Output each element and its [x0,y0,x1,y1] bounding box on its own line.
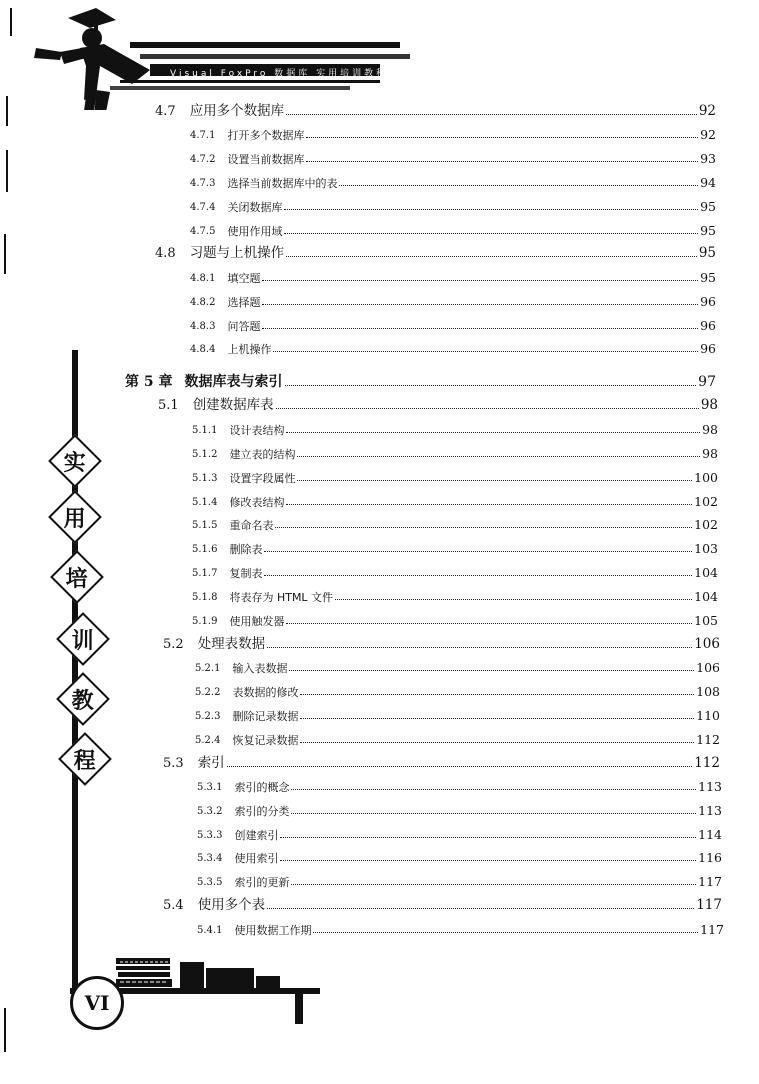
toc-number: 5.1 [158,398,179,413]
toc-number: 4.7.5 [190,226,216,237]
toc-leader-dots [300,741,694,743]
margin-mark [4,234,6,274]
margin-mark [4,1008,6,1052]
side-title-char [58,732,112,786]
toc-title: 删除表 [229,543,263,556]
toc-page-number: 97 [698,374,716,390]
toc-title: 修改表结构 [229,496,285,509]
toc-leader-dots [262,327,698,329]
toc-number: 5.2.4 [195,735,221,746]
margin-mark [6,150,8,192]
toc-title: 数据库表与索引 [184,374,283,390]
toc-subsection-entry [192,447,718,460]
toc-leader-dots [284,208,698,210]
toc-title: 索引的更新 [234,876,290,889]
toc-leader-dots [286,113,697,115]
side-title-char [48,434,102,488]
toc-page-number: 92 [698,102,716,119]
margin-mark [6,96,8,126]
toc-page-number: 102 [694,516,718,532]
toc-number: 5.1.5 [192,520,218,531]
page-number-badge [70,976,124,1030]
side-title-char-text: 教 [71,688,95,714]
toc-number: 5.4 [163,898,184,913]
toc-subsection-entry [197,875,722,888]
toc-page-number: 102 [694,493,718,509]
toc-number: 5.2.1 [195,663,221,674]
toc-title: 恢复记录数据 [232,734,299,747]
toc-number: 4.7.3 [190,178,216,189]
toc-number: 5.2.2 [195,687,221,698]
side-title-char-text: 实 [63,450,87,476]
toc-number: 5.3.5 [197,877,223,888]
toc-leader-dots [280,836,696,838]
toc-leader-dots [267,646,692,648]
toc-page-number: 98 [702,421,718,437]
toc-title: 应用多个数据库 [189,102,285,119]
toc-number: 4.7.1 [190,130,216,141]
toc-leader-dots [300,717,694,719]
toc-page-number: 92 [700,126,716,142]
toc-number: 5.2 [163,637,184,652]
toc-subsection-entry [195,709,720,722]
toc-page-number: 100 [694,469,718,485]
toc-number: 5.3.4 [197,853,223,864]
toc-subsection-entry [192,495,718,508]
toc-leader-dots [264,550,692,552]
toc-section-entry [163,755,720,770]
toc-subsection-entry [197,851,722,864]
side-title-char [50,550,104,604]
toc-subsection-entry [197,780,722,793]
toc-title: 使用数据工作期 [234,924,312,937]
toc-subsection-entry [190,200,716,213]
toc-page-number: 103 [694,540,718,556]
margin-mark [10,8,12,36]
graduate-figure-icon [34,8,150,110]
header-banner-text: Visual FoxPro 数据库 实用培训教程 [170,69,389,79]
toc-page-number: 110 [696,707,720,723]
side-title-char-text: 用 [63,506,87,532]
toc-subsection-entry [197,828,722,841]
toc-number: 5.3.1 [197,782,223,793]
toc-number: 4.8 [155,246,176,261]
toc-subsection-entry [192,518,718,531]
toc-subsection-entry [192,590,718,603]
toc-subsection-entry [190,128,716,141]
toc-page-number: 94 [700,174,716,190]
toc-number: 5.1.6 [192,544,218,555]
toc-title: 索引的分类 [234,805,290,818]
toc-title: 使用作用域 [227,225,283,238]
toc-title: 关闭数据库 [227,201,283,214]
toc-page-number: 98 [700,396,718,413]
toc-number: 5.2.3 [195,711,221,722]
toc-page-number: 104 [694,564,718,580]
toc-number: 4.7.2 [190,154,216,165]
toc-chapter-entry [125,373,716,389]
toc-number: 4.7 [155,104,176,119]
side-title-char-text: 程 [73,748,97,774]
toc-number: 5.1.4 [192,497,218,508]
toc-title: 创建数据库表 [192,396,274,413]
toc-subsection-entry [190,271,716,284]
toc-page-number: 106 [696,659,720,675]
toc-subsection-entry [197,804,722,817]
toc-leader-dots [285,384,697,386]
toc-section-entry [158,397,718,412]
toc-title: 问答题 [227,320,261,333]
toc-number: 5.1.7 [192,568,218,579]
toc-leader-dots [262,303,698,305]
toc-page-number: 112 [694,754,720,771]
side-title-char [56,672,110,726]
toc-title: 将表存为 HTML 文件 [229,591,334,604]
toc-title: 使用索引 [234,852,279,865]
toc-subsection-entry [195,733,720,746]
side-title-char-text: 培 [65,566,89,592]
toc-leader-dots [262,279,698,281]
toc-page-number: 113 [698,802,722,818]
toc-page-number: 104 [694,588,718,604]
toc-subsection-entry [190,176,716,189]
toc-subsection-entry [190,224,716,237]
toc-page-number: 117 [698,873,722,889]
toc-page-number: 95 [698,244,716,261]
toc-title: 创建索引 [234,829,279,842]
toc-leader-dots [291,788,696,790]
toc-number: 5.3.2 [197,806,223,817]
toc-subsection-entry [190,342,716,355]
toc-number: 4.8.2 [190,297,216,308]
toc-title: 习题与上机操作 [189,244,285,261]
toc-title: 设置当前数据库 [227,153,305,166]
toc-leader-dots [335,598,692,600]
toc-page-number: 116 [698,849,722,865]
toc-section-entry [163,636,720,651]
toc-number: 5.1.1 [192,425,218,436]
toc-number: 4.8.3 [190,321,216,332]
toc-page-number: 98 [702,445,718,461]
toc-subsection-entry [190,295,716,308]
toc-title: 上机操作 [227,343,272,356]
toc-leader-dots [280,859,696,861]
toc-subsection-entry [192,471,718,484]
toc-title: 打开多个数据库 [227,129,305,142]
toc-number: 5.4.1 [197,925,223,936]
toc-leader-dots [339,184,698,186]
toc-leader-dots [276,407,699,409]
toc-page-number: 95 [700,269,716,285]
toc-title: 填空题 [227,272,261,285]
header-illustration [0,0,759,110]
toc-number: 4.7.4 [190,202,216,213]
toc-subsection-entry [195,685,720,698]
toc-number: 第 5 章 [125,374,173,390]
toc-subsection-entry [190,152,716,165]
toc-leader-dots [297,479,692,481]
toc-number: 4.8.4 [190,344,216,355]
toc-subsection-entry [192,423,718,436]
toc-title: 使用多个表 [197,896,266,913]
toc-leader-dots [313,931,698,933]
toc-number: 5.3 [163,756,184,771]
toc-leader-dots [284,232,698,234]
toc-leader-dots [291,812,696,814]
toc-title: 删除记录数据 [232,710,299,723]
page-number: VI [84,991,110,1015]
toc-page-number: 117 [696,896,722,913]
toc-subsection-entry [197,923,724,936]
toc-leader-dots [286,431,700,433]
toc-subsection-entry [195,661,720,674]
toc-title: 处理表数据 [197,635,266,652]
toc-leader-dots [286,622,692,624]
toc-page-number: 112 [696,731,720,747]
toc-leader-dots [291,883,696,885]
toc-number: 5.3.3 [197,830,223,841]
toc-page-number: 113 [698,778,722,794]
toc-number: 4.8.1 [190,273,216,284]
toc-page-number: 95 [700,198,716,214]
toc-leader-dots [264,574,692,576]
toc-title: 使用触发器 [229,615,285,628]
toc-leader-dots [227,765,693,767]
toc-section-entry [163,897,722,912]
toc-page-number: 117 [700,921,724,937]
toc-leader-dots [286,503,692,505]
toc-page-number: 105 [694,612,718,628]
toc-leader-dots [306,136,698,138]
toc-section-entry [155,245,716,260]
toc-page-number: 96 [700,317,716,333]
toc-number: 5.1.8 [192,592,218,603]
toc-title: 索引 [197,754,225,771]
toc-title: 设置字段属性 [229,472,296,485]
toc-page-number: 114 [698,826,722,842]
toc-title: 索引的概念 [234,781,290,794]
toc-title: 选择题 [227,296,261,309]
toc-leader-dots [267,907,694,909]
toc-leader-dots [286,255,697,257]
toc-number: 5.1.3 [192,473,218,484]
toc-page-number: 95 [700,222,716,238]
toc-page-number: 108 [696,683,720,699]
side-title-char-text: 训 [71,628,95,654]
side-title-char [48,490,102,544]
toc-subsection-entry [192,614,718,627]
side-title-char [56,612,110,666]
toc-leader-dots [300,693,694,695]
toc-subsection-entry [190,319,716,332]
toc-subsection-entry [192,566,718,579]
toc-leader-dots [289,669,694,671]
toc-leader-dots [297,455,700,457]
toc-number: 5.1.9 [192,616,218,627]
toc-page-number: 106 [694,635,720,652]
toc-subsection-entry [192,542,718,555]
toc-page-number: 96 [700,340,716,356]
toc-number: 5.1.2 [192,449,218,460]
toc-title: 选择当前数据库中的表 [227,177,338,190]
toc-title: 建立表的结构 [229,448,296,461]
toc-leader-dots [275,526,692,528]
toc-title: 表数据的修改 [232,686,299,699]
toc-title: 输入表数据 [232,662,288,675]
toc-page-number: 96 [700,293,716,309]
toc-title: 重命名表 [229,519,274,532]
toc-page-number: 93 [700,150,716,166]
toc-title: 设计表结构 [229,424,285,437]
toc-section-entry [155,103,716,118]
toc-leader-dots [273,350,698,352]
toc-title: 复制表 [229,567,263,580]
toc-leader-dots [306,160,698,162]
